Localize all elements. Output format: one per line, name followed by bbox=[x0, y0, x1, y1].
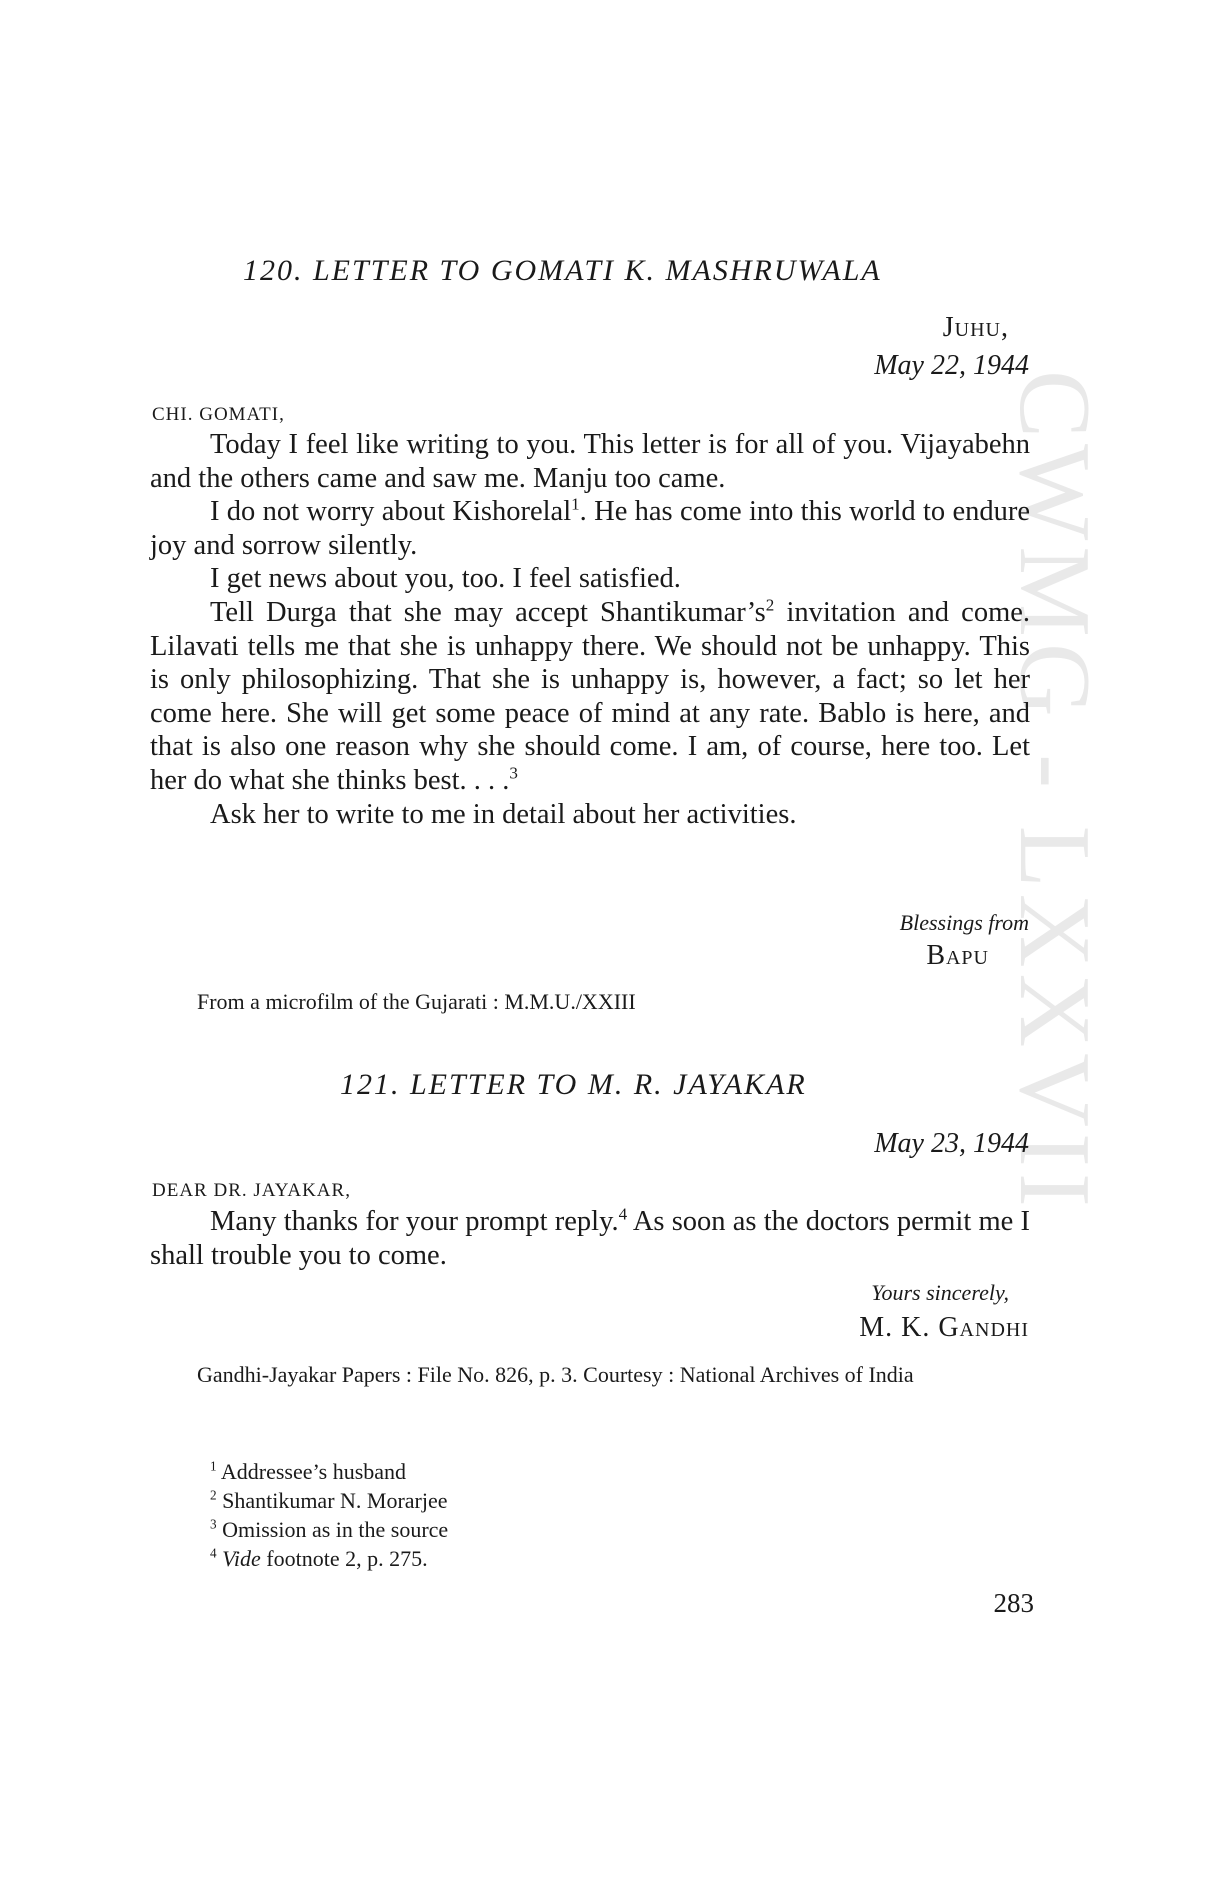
footnote-ref: 3 bbox=[509, 763, 518, 783]
letter-121-source: Gandhi-Jayakar Papers : File No. 826, p. 3. Courtesy : National Archives of India bbox=[197, 1362, 914, 1387]
footnote-ref: 1 bbox=[571, 494, 580, 514]
footnote-ref: 2 bbox=[765, 595, 775, 615]
letter-121-body bbox=[150, 1205, 1030, 1272]
letter-120-paragraph: I do not worry about Kishorelal$^1$. He has come into this world to endure joy and sorrow silently. bbox=[150, 494, 1030, 561]
page-number: 283 bbox=[993, 1588, 1034, 1618]
footnote-number: 4 bbox=[210, 1545, 217, 1561]
letter-120-source: From a microfilm of the Gujarati : M.M.U./XXIII bbox=[197, 989, 636, 1014]
footnote-ref: 4 bbox=[618, 1204, 628, 1224]
letter-120-paragraph: Today I feel like writing to you. This letter is for all of you. Vijayabehn and the others came and saw me. Manju too came. bbox=[150, 429, 1030, 494]
footnote-number: 3 bbox=[210, 1516, 217, 1532]
footnote-text: Addressee’s husband bbox=[220, 1459, 407, 1484]
footnote-text: Shantikumar N. Morarjee bbox=[222, 1488, 448, 1513]
letter-120-paragraph bbox=[150, 596, 1030, 798]
letter-120-date: May 22, 1944 bbox=[874, 350, 1029, 381]
letter-121-closing: Yours sincerely, bbox=[871, 1280, 1009, 1305]
footnote-text: footnote 2, p. 275. bbox=[266, 1546, 428, 1571]
paragraph-rest: invitation and come. Lilavati tells me that she is unhappy there. We should not be unhappy. This is only philosophizing. That she is unhappy is, however, a fact; so let her come here. She will get some peace of mind at any rate. Bablo is here, and that is also one reason why she should come. I am, of course, here too. Let her do what she thinks best. . . . bbox=[150, 596, 1031, 796]
watermark-text: CWMG - LXXVII bbox=[998, 370, 1111, 1213]
footnote-text: Omission as in the source bbox=[222, 1517, 449, 1542]
footnote-item bbox=[210, 1486, 448, 1515]
footnote-item bbox=[210, 1515, 448, 1544]
paragraph-lead: Many thanks for your prompt reply. bbox=[210, 1206, 619, 1237]
letter-120-salutation: CHI. GOMATI, bbox=[152, 404, 285, 425]
letter-121-paragraph bbox=[150, 1205, 1030, 1272]
footnotes bbox=[210, 1457, 448, 1573]
paragraph-lead: I do not worry about Kishorelal bbox=[210, 496, 572, 528]
footnote-italic: Vide bbox=[222, 1546, 261, 1571]
letter-121-date: May 23, 1944 bbox=[874, 1128, 1029, 1159]
letter-121-signature: M. K. Gandhi bbox=[859, 1312, 1029, 1343]
footnote-number: 1 bbox=[210, 1458, 217, 1474]
letter-120-place: Juhu, bbox=[942, 312, 1009, 343]
paragraph-rest: As soon as the doctors permit me I shall trouble you to come. bbox=[150, 1206, 1030, 1271]
letter-121-title: 121. LETTER TO M. R. JAYAKAR bbox=[340, 1068, 807, 1101]
letter-120-title: 120. LETTER TO GOMATI K. MASHRUWALA bbox=[243, 254, 882, 287]
footnote-item bbox=[210, 1544, 448, 1573]
letter-120-signature: Bapu bbox=[926, 940, 989, 971]
footnote-number: 2 bbox=[210, 1487, 217, 1503]
letter-120-closing: Blessings from bbox=[899, 910, 1029, 935]
letter-120-paragraph: I get news about you, too. I feel satisfied. bbox=[210, 563, 681, 595]
letter-121-salutation: DEAR DR. JAYAKAR, bbox=[152, 1180, 351, 1201]
footnote-item bbox=[210, 1457, 448, 1486]
paragraph-lead: Tell Durga that she may accept Shantikumar’s bbox=[210, 596, 766, 628]
letter-120-paragraph: Ask her to write to me in detail about her activities. bbox=[210, 798, 797, 830]
letter-120-body bbox=[150, 428, 1030, 831]
paragraph-rest: He has come into this world to endure joy and sorrow silently. bbox=[150, 496, 1030, 561]
